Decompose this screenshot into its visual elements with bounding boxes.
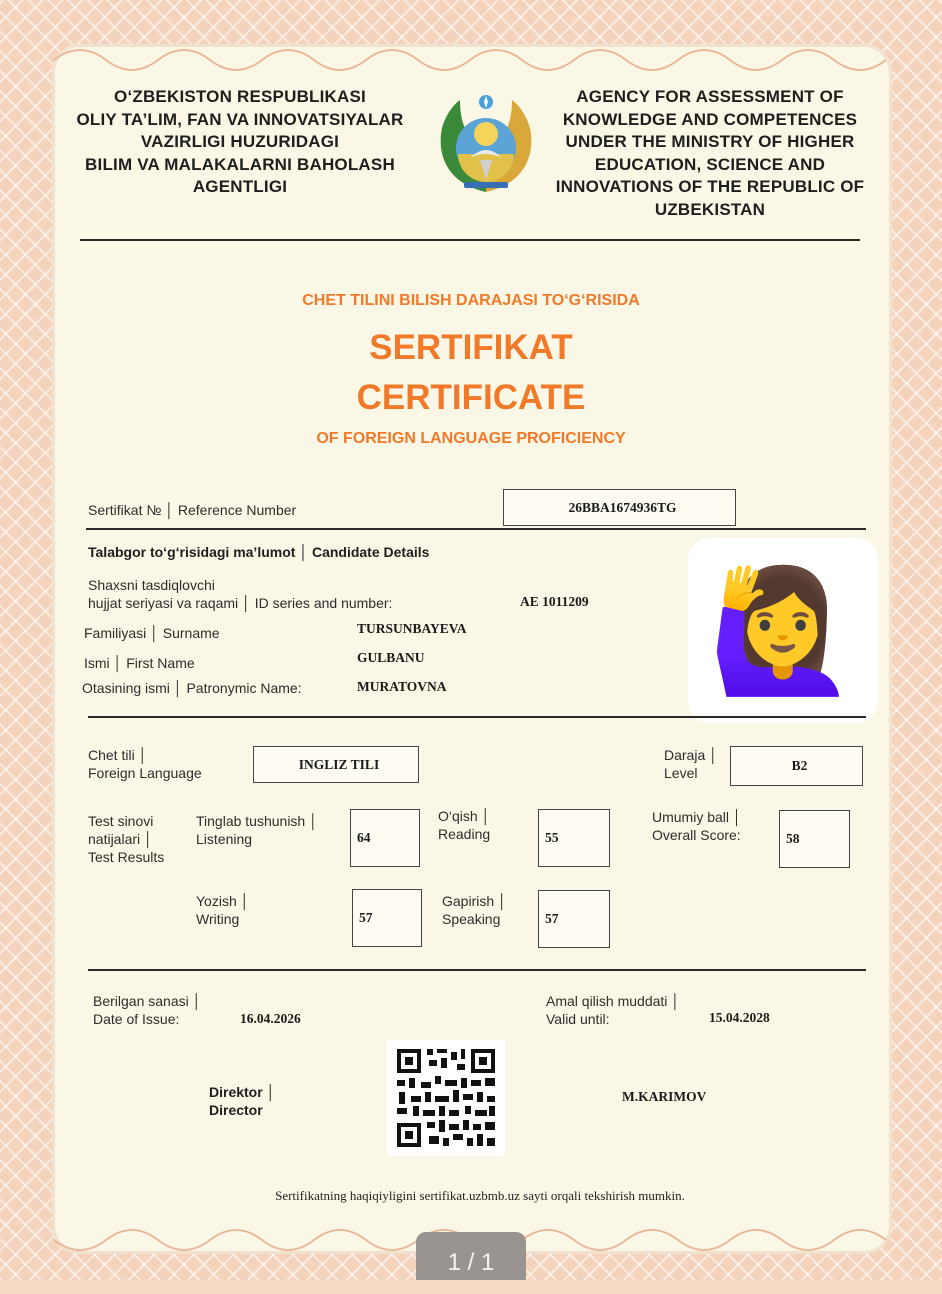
- first-name-label: Ismi │ First Name: [84, 655, 195, 671]
- uzbekistan-emblem-icon: [430, 88, 542, 200]
- patronymic-value: MURATOVNA: [357, 679, 447, 694]
- reference-number-box: [503, 489, 736, 526]
- agency-uz-line: VAZIRLIGI HUZURIDAGI: [140, 132, 340, 151]
- agency-uz-line: AGENTLIGI: [192, 177, 288, 196]
- reference-label: Sertifikat № │ Reference Number: [88, 502, 297, 518]
- agency-name-uz: [60, 86, 420, 199]
- results-label-1: Test sinovi: [88, 813, 154, 829]
- foreign-language-value: INGLIZ TILI: [298, 756, 380, 772]
- issue-date-label-1: Berilgan sanasi │: [93, 993, 202, 1009]
- candidate-photo: [688, 538, 878, 723]
- verification-note: Sertifikatning haqiqiyligini sertifikat.uzbmb.uz sayti orqali tekshirish mumkin.: [275, 1188, 685, 1203]
- valid-until-value: 15.04.2028: [709, 1010, 770, 1025]
- speaking-score: 57: [545, 911, 559, 926]
- title-certificate: CERTIFICATE: [356, 378, 586, 417]
- issue-date-label-2: Date of Issue:: [93, 1011, 180, 1027]
- subtitle-en: OF FOREIGN LANGUAGE PROFICIENCY: [316, 430, 626, 447]
- listening-score: 64: [357, 830, 371, 845]
- writing-score: 57: [359, 910, 373, 925]
- reading-label-1: O‘qish │: [438, 808, 491, 824]
- reading-score-box: [538, 809, 610, 867]
- listening-score-box: [350, 809, 420, 867]
- speaking-label-1: Gapirish │: [442, 893, 507, 909]
- listening-label-2: Listening: [196, 831, 253, 847]
- id-label-line-1: Shaxsni tasdiqlovchi: [88, 577, 215, 593]
- reading-label-2: Reading: [438, 826, 491, 842]
- title-sertifikat: SERTIFIKAT: [369, 328, 573, 367]
- surname-label: Familiyasi │ Surname: [84, 625, 220, 641]
- results-label-3: Test Results: [88, 849, 165, 865]
- reading-score: 55: [545, 830, 559, 845]
- director-name: M.KARIMOV: [622, 1089, 707, 1104]
- foreign-language-box: [253, 746, 419, 783]
- agency-en-line: UNDER THE MINISTRY OF HIGHER: [565, 132, 855, 151]
- header-divider: [80, 239, 860, 241]
- speaking-label-2: Speaking: [442, 911, 501, 927]
- agency-uz-line: BILIM VA MALAKALARNI BAHOLASH: [85, 154, 395, 174]
- director-label-2: Director: [209, 1102, 263, 1118]
- level-label-2: Level: [664, 765, 698, 781]
- writing-score-box: [352, 889, 422, 947]
- writing-label-2: Writing: [196, 911, 240, 927]
- results-divider: [88, 969, 866, 971]
- valid-until-label-1: Amal qilish muddati │: [546, 993, 681, 1009]
- candidate-divider: [88, 716, 866, 718]
- writing-label-1: Yozish │: [196, 893, 250, 909]
- id-number: AE 1011209: [520, 594, 589, 609]
- surname-value: TURSUNBAYEVA: [357, 621, 467, 636]
- level-label-1: Daraja │: [664, 747, 718, 763]
- agency-name-en: [546, 86, 874, 221]
- valid-until-label-2: Valid until:: [546, 1011, 610, 1027]
- reference-number: 26BBA1674936TG: [568, 499, 677, 515]
- foreign-language-label-1: Chet tili │: [88, 747, 148, 763]
- subtitle-uz: CHET TILINI BILISH DARAJASI TO‘G‘RISIDA: [302, 292, 640, 309]
- listening-label-1: Tinglab tushunish │: [196, 813, 318, 829]
- id-label-line-2: hujjat seriyasi va raqami │ ID series and number:: [88, 595, 393, 611]
- level-value: B2: [791, 758, 808, 773]
- foreign-language-label-2: Foreign Language: [88, 765, 202, 781]
- overall-score-box: [779, 810, 850, 868]
- agency-uz-line: OLIY TA’LIM, FAN VA INNOVATSIYALAR: [76, 109, 404, 129]
- level-box: [730, 746, 863, 786]
- agency-en-line: KNOWLEDGE AND COMPETENCES: [562, 109, 858, 129]
- results-label-2: natijalari │: [88, 831, 153, 847]
- agency-en-line: AGENCY FOR ASSESSMENT OF: [576, 87, 844, 106]
- speaking-score-box: [538, 890, 610, 948]
- overall-label-1: Umumiy ball │: [652, 809, 742, 825]
- agency-en-line: EDUCATION, SCIENCE AND: [594, 154, 826, 174]
- person-raising-hand-icon: 🙋‍♀️: [708, 563, 858, 698]
- page-indicator: 1 / 1: [416, 1232, 526, 1280]
- reference-divider: [86, 528, 866, 530]
- agency-uz-line: O‘ZBEKISTON RESPUBLIKASI: [114, 87, 366, 106]
- agency-en-line: UZBEKISTAN: [654, 199, 766, 219]
- candidate-heading: Talabgor to‘g‘risidagi ma’lumot │ Candidate Details: [88, 544, 430, 560]
- agency-en-line: INNOVATIONS OF THE REPUBLIC OF: [555, 177, 865, 196]
- patronymic-label: Otasining ismi │ Patronymic Name:: [82, 680, 302, 696]
- first-name-value: GULBANU: [357, 650, 425, 665]
- issue-date-value: 16.04.2026: [240, 1011, 301, 1026]
- director-label-1: Direktor │: [209, 1084, 276, 1100]
- overall-label-2: Overall Score:: [652, 827, 741, 843]
- qr-code-icon[interactable]: [387, 1040, 505, 1156]
- overall-score: 58: [786, 831, 800, 846]
